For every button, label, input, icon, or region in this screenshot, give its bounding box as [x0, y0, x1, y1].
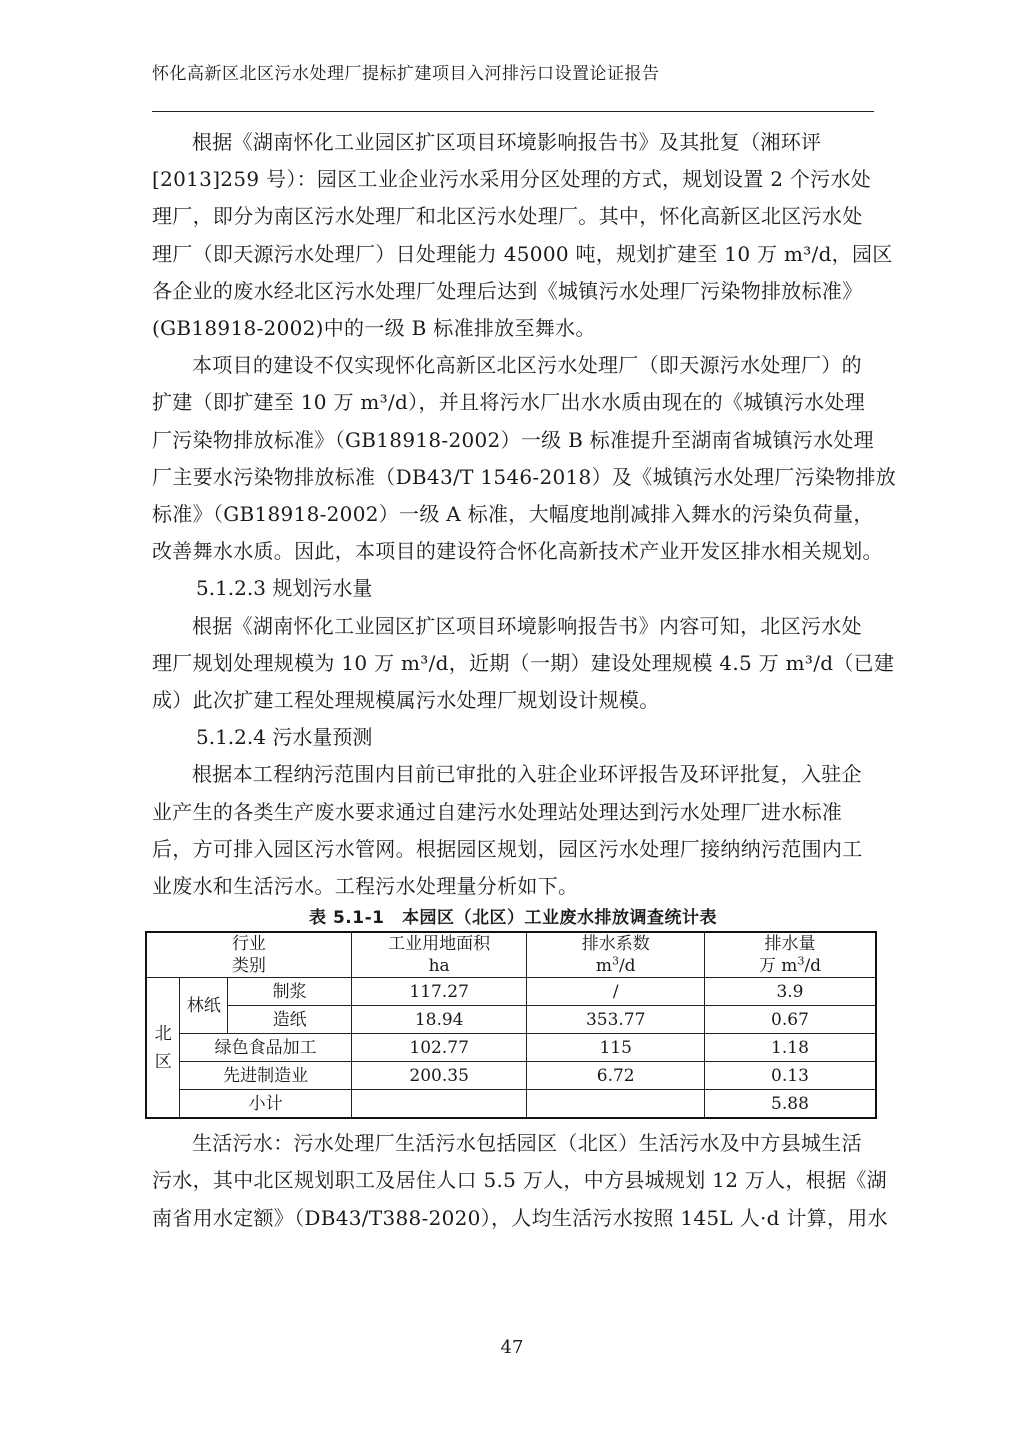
row-volume: 1.18: [704, 1034, 876, 1062]
unit-exponent: 3: [611, 954, 619, 968]
text-line: 根据本工程纳污范围内目前已审批的入驻企业环评报告及环评批复，入驻企: [192, 762, 862, 787]
text-line: 厂污染物排放标准》（GB18918-2002）一级 B 标准提升至湖南省城镇污水处理: [152, 427, 874, 452]
row-area: 200.35: [351, 1062, 527, 1090]
running-header: 怀化高新区北区污水处理厂提标扩建项目入河排污口设置论证报告: [152, 64, 660, 84]
text-line: 标准》（GB18918-2002）一级 A 标准，大幅度地削减排入舞水的污染负荷量，: [152, 502, 874, 527]
unit-base: 万 m: [758, 956, 798, 977]
table-caption: 表 5.1-1 本园区（北区）工业废水排放调查统计表: [309, 908, 717, 929]
text-line: 理厂规划处理规模为 10 万 m³/d，近期（一期）建设处理规模 4.5 万 m³/d（已建: [152, 650, 895, 675]
text-line: 污水，其中北区规划职工及居住人口 5.5 万人，中方县城规划 12 万人，根据《湖: [152, 1168, 887, 1193]
table-row: [146, 1062, 876, 1090]
header-discharge-volume: [704, 932, 876, 978]
header-volume-unit: [705, 955, 875, 977]
page-number: 47: [500, 1337, 524, 1358]
header-divider: [152, 111, 874, 112]
subtotal-label: 小计: [180, 1090, 351, 1119]
text-line: 后，方可排入园区污水管网。根据园区规划，园区污水处理厂接纳纳污范围内工: [152, 836, 863, 861]
row-volume: 0.13: [704, 1062, 876, 1090]
table-row: [146, 978, 876, 1006]
text-line: 生活污水：污水处理厂生活污水包括园区（北区）生活污水及中方县城生活: [192, 1131, 862, 1156]
subtotal-area: [351, 1090, 527, 1119]
text-line: 厂主要水污染物排放标准（DB43/T 1546-2018）及《城镇污水处理厂污染物排放: [152, 464, 897, 489]
text-line: 南省用水定额》（DB43/T388-2020），人均生活污水按照 145L 人·d 计算，用水: [152, 1205, 888, 1230]
table-row: [146, 1034, 876, 1062]
unit-tail: /d: [618, 956, 636, 977]
row-name: 造纸: [228, 1006, 352, 1034]
header-industry: [146, 932, 351, 978]
row-coefficient: 6.72: [527, 1062, 705, 1090]
subtotal-volume: 5.88: [704, 1090, 876, 1119]
table-subtotal-row: [146, 1090, 876, 1119]
region-cell: 北区: [146, 978, 180, 1119]
header-land-area: [351, 932, 527, 978]
group-cell: 林纸: [180, 978, 228, 1034]
row-coefficient: /: [527, 978, 705, 1006]
row-area: 117.27: [351, 978, 527, 1006]
header-industry-top: 行业: [231, 934, 266, 955]
row-volume: 0.67: [704, 1006, 876, 1034]
paragraph-planning-approval: [152, 124, 893, 347]
header-land-area-label: 工业用地面积: [388, 934, 491, 955]
row-name: 制浆: [228, 978, 352, 1006]
subtotal-coefficient: [527, 1090, 705, 1119]
row-volume: 3.9: [704, 978, 876, 1006]
text-line: 理厂，即分为南区污水处理厂和北区污水处理厂。其中，怀化高新区北区污水处: [152, 204, 863, 229]
row-name: 先进制造业: [180, 1062, 351, 1090]
paragraph-volume-forecast: [152, 756, 874, 905]
text-line: 扩建（即扩建至 10 万 m³/d），并且将污水厂出水水质由现在的《城镇污水处理: [152, 390, 866, 415]
table-header-row: [146, 932, 876, 978]
text-line: 理厂（即天源污水处理厂）日处理能力 45000 吨，规划扩建至 10 万 m³/d，园区: [152, 241, 893, 266]
header-industry-bottom: 类别: [231, 956, 266, 977]
section-heading-planned-volume: 5.1.2.3 规划污水量: [196, 576, 373, 601]
row-coefficient: 353.77: [527, 1006, 705, 1034]
paragraph-project-purpose: [152, 347, 897, 570]
header-drainage-coefficient: [527, 932, 705, 978]
unit-base: m: [595, 956, 612, 977]
row-coefficient: 115: [527, 1034, 705, 1062]
text-line: 业产生的各类生产废水要求通过自建污水处理站处理达到污水处理厂进水标准: [152, 799, 843, 824]
unit-exponent: 3: [797, 954, 805, 968]
text-line: [2013]259 号）：园区工业企业污水采用分区处理的方式，规划设置 2 个污水处: [152, 167, 872, 192]
row-name: 绿色食品加工: [180, 1034, 351, 1062]
text-line: 本项目的建设不仅实现怀化高新区北区污水处理厂（即天源污水处理厂）的: [192, 353, 862, 378]
row-area: 18.94: [351, 1006, 527, 1034]
wastewater-survey-table: [145, 931, 877, 1119]
text-line: 根据《湖南怀化工业园区扩区项目环境影响报告书》内容可知，北区污水处: [192, 613, 862, 638]
unit-tail: /d: [804, 956, 822, 977]
text-line: 业废水和生活污水。工程污水处理量分析如下。: [152, 874, 579, 899]
header-coefficient-unit: [527, 955, 704, 977]
paragraph-domestic-sewage: [152, 1125, 888, 1237]
header-land-area-unit: ha: [428, 956, 450, 977]
text-line: 各企业的废水经北区污水处理厂处理后达到《城镇污水处理厂污染物排放标准》: [152, 278, 863, 303]
section-heading-volume-forecast: 5.1.2.4 污水量预测: [196, 725, 373, 750]
text-line: 改善舞水水质。因此，本项目的建设符合怀化高新技术产业开发区排水相关规划。: [152, 539, 883, 564]
row-area: 102.77: [351, 1034, 527, 1062]
paragraph-planned-volume: [152, 608, 895, 720]
page-body: [152, 124, 897, 1237]
text-line: 成）此次扩建工程处理规模属污水处理厂规划设计规模。: [152, 688, 660, 713]
header-volume-label: 排水量: [764, 934, 816, 955]
header-coefficient-label: 排水系数: [581, 934, 650, 955]
text-line: (GB18918-2002)中的一级 B 标准排放至舞水。: [152, 316, 596, 341]
table-row: [146, 1006, 876, 1034]
text-line: 根据《湖南怀化工业园区扩区项目环境影响报告书》及其批复（湘环评: [192, 130, 822, 154]
